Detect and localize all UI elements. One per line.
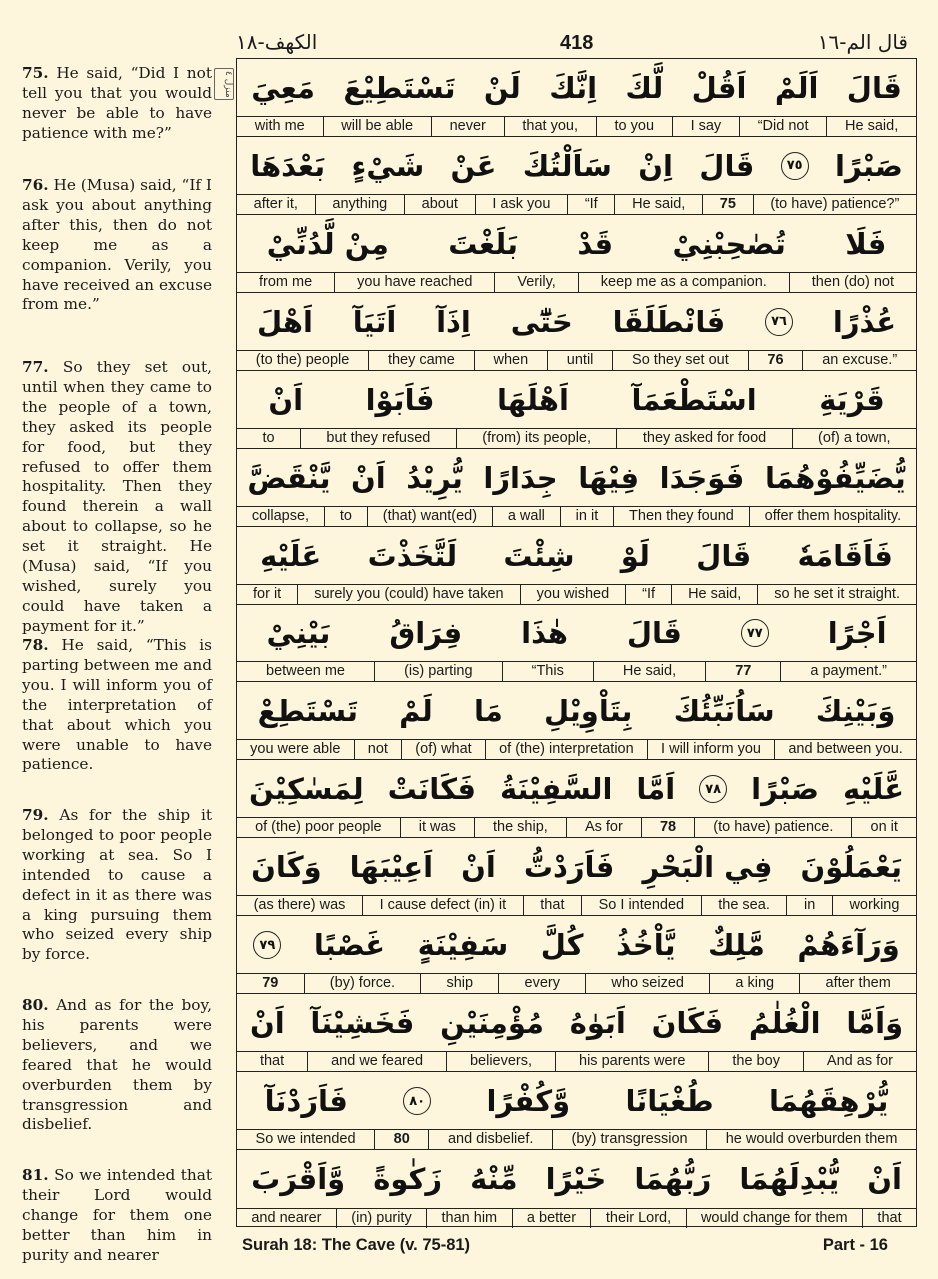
verse-translation-text: He said, “Did I not tell you that you would never be able to have patience with me?”	[22, 64, 212, 142]
word-translation-cell: you wished	[520, 585, 626, 604]
word-translation-cell: and disbelief.	[428, 1130, 552, 1149]
verse-number: 81.	[22, 1166, 49, 1184]
translation-verse	[22, 64, 212, 144]
word-translation-cell: than him	[426, 1209, 511, 1228]
grid-row	[237, 682, 916, 760]
arabic-word: لَنْ	[483, 70, 521, 105]
word-translation-cell: As for	[566, 818, 641, 837]
arabic-word: عُذْرًا	[832, 304, 897, 339]
arabic-word: قَالَ	[626, 616, 682, 651]
verse-translation-text: And as for the boy, his parents were believers, and we feared that he would overburden them by transgression and disbelief.	[22, 996, 212, 1134]
translation-cells	[237, 428, 916, 448]
word-translation-cell: (of) what	[401, 740, 485, 759]
verse-translation-text: So we intended that their Lord would change for them one better than him in purity and nearer	[22, 1166, 212, 1264]
arabic-word: وَبَيْنِكَ	[815, 694, 896, 729]
word-translation-cell: their Lord,	[590, 1209, 685, 1228]
cell-verse-number: 78	[641, 818, 694, 837]
arabic-word: لِمَسٰكِيْنَ	[249, 772, 364, 807]
ayah-number-marker: ٧٦	[765, 308, 793, 336]
word-translation-cell: about	[404, 195, 475, 214]
word-translation-cell: when	[474, 351, 547, 370]
grid-row	[237, 215, 916, 293]
word-translation-cell: He said,	[593, 662, 705, 681]
cell-verse-number: 79	[262, 975, 279, 992]
word-translation-cell: I say	[672, 117, 739, 136]
translation-verse	[22, 1166, 212, 1266]
arabic-word: جِدَارًا	[483, 460, 558, 495]
arabic-word: اَنْ	[867, 1162, 902, 1197]
translation-cells	[237, 1129, 916, 1149]
arabic-word: فَوَجَدَا	[659, 460, 745, 495]
arabic-line	[237, 682, 916, 740]
arabic-word: مَّلِكٌ	[708, 928, 765, 963]
arabic-word: يَعْمَلُوْنَ	[800, 850, 902, 885]
arabic-word: فِرَاقُ	[389, 616, 463, 651]
word-translation-cell: in it	[560, 507, 613, 526]
grid-row	[237, 371, 916, 449]
word-translation-cell: keep me as a companion.	[578, 273, 789, 292]
word-translation-cell: with me	[254, 117, 305, 134]
verse-number: 75.	[22, 64, 49, 82]
word-translation-cell: but they refused	[300, 429, 456, 448]
manzil-marker: منزل ٤	[214, 68, 234, 100]
word-translation-cell: to	[262, 429, 275, 446]
ayah-number-marker: ٧٩	[253, 931, 281, 959]
arabic-line	[237, 994, 916, 1052]
arabic-line	[237, 605, 916, 663]
juz-header-arabic: قال الم-١٦	[817, 30, 908, 54]
word-translation-cell: then (do) not	[789, 273, 916, 292]
arabic-word: سَاَلْتُكَ	[522, 148, 612, 183]
word-translation-cell: So we intended	[255, 1131, 356, 1148]
arabic-word: تُصٰحِبْنِيْ	[672, 226, 786, 261]
verse-number: 80.	[22, 996, 49, 1014]
arabic-word: الْغُلٰمُ	[748, 1006, 821, 1041]
arabic-word: لَمْ	[399, 694, 433, 729]
word-translation-cell: to you	[596, 117, 672, 136]
word-translation-cell: Then they found	[613, 507, 749, 526]
grid-row	[237, 1072, 916, 1150]
verse-number: 79.	[22, 806, 49, 824]
translation-cells	[237, 272, 916, 292]
verse-number: 77.	[22, 358, 49, 376]
word-translation-cell: from me	[258, 273, 313, 290]
arabic-line	[237, 1150, 916, 1208]
grid-row	[237, 838, 916, 916]
word-by-word-grid	[236, 58, 917, 1227]
word-translation-cell: of (the) interpretation	[485, 740, 647, 759]
arabic-word: فَكَانَ	[651, 1006, 724, 1041]
word-translation-cell: the boy	[708, 1052, 803, 1071]
arabic-word: وَكَانَ	[251, 850, 322, 885]
arabic-word: اَنْ	[249, 1006, 285, 1041]
word-translation-cell: Verily,	[494, 273, 577, 292]
word-translation-cell: in	[786, 896, 831, 915]
ayah-number-marker: ٧٨	[699, 775, 727, 803]
arabic-word: قَدْ	[577, 226, 614, 261]
word-translation-cell: not	[354, 740, 402, 759]
word-translation-cell: that	[259, 1053, 285, 1070]
arabic-word: يُّرْهِقَهُمَا	[768, 1084, 889, 1119]
word-translation-cell: (by) force.	[304, 974, 421, 993]
arabic-word: اَجْرًا	[827, 616, 887, 651]
arabic-word: السَّفِيْنَةُ	[499, 772, 613, 807]
verse-number: 78.	[22, 636, 49, 654]
arabic-word: بَعْدَهَا	[250, 148, 326, 183]
arabic-line	[237, 371, 916, 429]
arabic-word: وَّاَقْرَبَ	[251, 1162, 346, 1197]
arabic-word: اَقُلْ	[691, 70, 747, 105]
word-translation-cell: a payment.”	[780, 662, 916, 681]
arabic-word: فَانْطَلَقَا	[612, 304, 726, 339]
word-translation-cell: you were able	[250, 741, 341, 758]
word-translation-cell: that you,	[504, 117, 596, 136]
arabic-word: اَبَوٰهُ	[569, 1006, 626, 1041]
word-translation-cell: he would overburden them	[706, 1130, 916, 1149]
word-translation-cell: for it	[253, 585, 282, 602]
word-translation-cell: (from) its people,	[456, 429, 617, 448]
translation-verse	[22, 996, 212, 1135]
arabic-word: عَّلَيْهِ	[842, 772, 905, 807]
arabic-line	[237, 449, 916, 507]
arabic-word: يُّبْدِلَهُمَا	[739, 1162, 840, 1197]
grid-row	[237, 59, 916, 137]
word-translation-cell: He said,	[614, 195, 702, 214]
surah-header-arabic: الكهف-١٨	[236, 30, 318, 54]
word-translation-cell: “If	[625, 585, 671, 604]
page-number: 418	[560, 32, 594, 54]
arabic-word: تَسْتَطِيْعَ	[343, 70, 456, 105]
arabic-line	[237, 527, 916, 585]
cell-verse-number: 76	[748, 351, 803, 370]
arabic-word: صَبْرًا	[751, 772, 819, 807]
word-translation-cell: until	[547, 351, 612, 370]
arabic-word: فِي الْبَحْرِ	[642, 850, 773, 885]
arabic-word: اَهْلَهَا	[496, 382, 569, 417]
word-translation-cell: so he set it straight.	[757, 585, 916, 604]
arabic-word: اَعِيْبَهَا	[349, 850, 434, 885]
arabic-word: مِنْ لَّدُنِّيْ	[266, 226, 389, 261]
word-translation-cell: would change for them	[686, 1209, 862, 1228]
ayah-number-marker: ٧٥	[781, 152, 809, 180]
word-translation-cell: it was	[400, 818, 474, 837]
arabic-word: اِذَآ	[436, 304, 471, 339]
arabic-word: قَرْيَةِ	[819, 382, 885, 417]
word-translation-cell: an excuse.”	[802, 351, 916, 370]
arabic-word: عَنْ	[450, 148, 497, 183]
arabic-word: اَلَمْ	[774, 70, 819, 105]
arabic-word: اَتَيَآ	[352, 304, 397, 339]
arabic-word: طُغْيَانًا	[625, 1084, 714, 1119]
arabic-word: تَسْتَطِعْ	[257, 694, 358, 729]
word-translation-cell: on it	[851, 818, 916, 837]
translation-cells	[237, 194, 916, 214]
word-translation-cell: that	[523, 896, 581, 915]
verse-translation-text: So they set out, until when they came to the people of a town, they asked its people for food, but they refused to offer them hospitality. Then they found therein a wall about to collapse, so he set it straight. He (Musa) said, “If you wished, surely you could have taken a payment for it.”	[22, 358, 212, 635]
cell-verse-number: 80	[374, 1130, 428, 1149]
translation-verse	[22, 636, 212, 775]
word-translation-cell: and we feared	[307, 1052, 446, 1071]
word-translation-cell: I cause defect (in) it	[362, 896, 523, 915]
arabic-word: يَّاْخُذُ	[616, 928, 676, 963]
translation-cells	[237, 584, 916, 604]
word-translation-cell: (to have) patience?”	[753, 195, 916, 214]
word-translation-cell: and nearer	[251, 1209, 322, 1226]
arabic-word: وَاَمَّا	[846, 1006, 904, 1041]
word-translation-cell: collapse,	[251, 507, 310, 524]
translation-cells	[237, 1208, 916, 1228]
word-translation-cell: that	[862, 1209, 916, 1228]
word-translation-cell: So I intended	[581, 896, 701, 915]
word-translation-cell: anything	[315, 195, 404, 214]
arabic-word: اِنْ	[638, 148, 673, 183]
word-translation-cell: working	[832, 896, 916, 915]
arabic-line	[237, 59, 916, 117]
word-translation-cell: (of) a town,	[792, 429, 916, 448]
word-translation-cell: a king	[709, 974, 799, 993]
arabic-word: يَّنْقَضَّ	[247, 460, 331, 495]
arabic-word: شَيْءٍ	[351, 148, 425, 183]
verse-number: 76.	[22, 176, 49, 194]
word-translation-cell: surely you (could) have taken	[297, 585, 519, 604]
translation-cells	[237, 506, 916, 526]
word-translation-cell: and between you.	[774, 740, 916, 759]
word-translation-cell: “Did not	[739, 117, 826, 136]
grid-row	[237, 293, 916, 371]
translation-cells	[237, 661, 916, 681]
arabic-word: فَاَرَدْتُّ	[523, 850, 615, 885]
word-translation-cell: offer them hospitality.	[749, 507, 916, 526]
arabic-word: خَيْرًا	[545, 1162, 607, 1197]
ayah-number-marker: ٨٠	[403, 1087, 431, 1115]
arabic-word: بَلَغْتَ	[448, 226, 518, 261]
arabic-word: اَنْ	[268, 382, 304, 417]
arabic-word: وَّكُفْرًا	[486, 1084, 571, 1119]
word-translation-cell: “If	[567, 195, 614, 214]
arabic-word: مَعِيَ	[251, 70, 315, 105]
word-translation-cell: every	[498, 974, 585, 993]
arabic-word: فِيْهَا	[578, 460, 640, 495]
word-translation-cell: “This	[502, 662, 593, 681]
word-translation-cell: they came	[368, 351, 474, 370]
word-translation-cell: a better	[512, 1209, 591, 1228]
grid-row	[237, 1150, 916, 1228]
arabic-word: فَاَقَامَهٗ	[797, 538, 893, 573]
arabic-word: رَبُّهُمَا	[634, 1162, 712, 1197]
arabic-word: اِنَّكَ	[549, 70, 598, 105]
translation-cells	[237, 973, 916, 993]
arabic-word: بَيْنِيْ	[266, 616, 331, 651]
grid-row	[237, 916, 916, 994]
arabic-word: اَنْ	[351, 460, 386, 495]
arabic-word: اَمَّا	[636, 772, 676, 807]
word-translation-cell: (that) want(ed)	[367, 507, 492, 526]
word-translation-cell: will be able	[323, 117, 431, 136]
arabic-word: اَهْلَ	[256, 304, 313, 339]
word-translation-cell: I ask you	[475, 195, 567, 214]
arabic-word: مُؤْمِنَيْنِ	[440, 1006, 544, 1041]
arabic-word: فَكَانَتْ	[387, 772, 476, 807]
arabic-line	[237, 916, 916, 974]
verse-translation-text: As for the ship it belonged to poor people working at sea. So I intended to cause a defect in it as there was a king pursuing them who seized every ship by force.	[22, 806, 212, 964]
arabic-word: لَّكَ	[625, 70, 664, 105]
translation-verse	[22, 806, 212, 965]
arabic-line	[237, 137, 916, 195]
grid-row	[237, 527, 916, 605]
word-translation-cell: And as for	[803, 1052, 916, 1071]
word-translation-cell: believers,	[446, 1052, 555, 1071]
translation-cells	[237, 739, 916, 759]
arabic-line	[237, 1072, 916, 1130]
translation-cells	[237, 1051, 916, 1071]
arabic-word: هٰذَا	[521, 616, 568, 651]
arabic-word: اسْتَطْعَمَآ	[631, 382, 757, 417]
word-translation-cell: of (the) poor people	[255, 819, 382, 836]
word-translation-cell: the ship,	[474, 818, 566, 837]
arabic-line	[237, 760, 916, 818]
arabic-word: قَالَ	[846, 70, 902, 105]
arabic-word: سَفِيْنَةٍ	[417, 928, 509, 963]
word-translation-cell: (is) parting	[374, 662, 502, 681]
arabic-word: لَوْ	[620, 538, 650, 573]
footer-part-label: Part - 16	[822, 1236, 888, 1254]
ayah-number-marker: ٧٧	[741, 619, 769, 647]
arabic-word: اَنْ	[461, 850, 496, 885]
word-translation-cell: never	[431, 117, 504, 136]
word-translation-cell: He said,	[671, 585, 757, 604]
cell-verse-number: 75	[702, 195, 753, 214]
arabic-line	[237, 838, 916, 896]
arabic-word: فَلَا	[845, 226, 887, 261]
arabic-word: يُّضَيِّفُوْهُمَا	[764, 460, 906, 495]
word-translation-cell: He said,	[826, 117, 916, 136]
word-translation-cell: a wall	[492, 507, 560, 526]
arabic-word: فَاَرَدْنَآ	[264, 1084, 348, 1119]
translation-cells	[237, 817, 916, 837]
word-translation-cell: (in) purity	[336, 1209, 426, 1228]
word-translation-cell: his parents were	[555, 1052, 708, 1071]
arabic-word: قَالَ	[699, 148, 755, 183]
translation-cells	[237, 350, 916, 370]
footer-surah-label: Surah 18: The Cave (v. 75-81)	[242, 1236, 471, 1254]
grid-row	[237, 605, 916, 683]
word-translation-cell: (to the) people	[255, 351, 350, 368]
arabic-line	[237, 293, 916, 351]
translation-verse	[22, 176, 212, 315]
word-translation-cell: they asked for food	[616, 429, 791, 448]
arabic-word: صَبْرًا	[835, 148, 903, 183]
arabic-word: حَتّٰٓى	[510, 304, 573, 339]
word-translation-cell: the sea.	[701, 896, 787, 915]
verse-translation-text: He said, “This is parting between me and you. I will inform you of the interpretation of that about which you were unable to have patience.	[22, 636, 212, 774]
arabic-word: فَاَبَوْا	[365, 382, 435, 417]
word-translation-cell: you have reached	[334, 273, 494, 292]
arabic-word: مِّنْهُ	[470, 1162, 518, 1197]
word-translation-cell: (as there) was	[253, 897, 346, 914]
arabic-word: عَلَيْهِ	[260, 538, 322, 573]
arabic-word: كُلَّ	[540, 928, 584, 963]
arabic-line	[237, 215, 916, 273]
grid-row	[237, 760, 916, 838]
cell-verse-number: 77	[705, 662, 780, 681]
word-translation-cell: after it,	[253, 195, 298, 212]
arabic-word: زَكٰوةً	[373, 1162, 443, 1197]
verse-translation-text: He (Musa) said, “If I ask you about anything after this, then do not keep me as a companion. Verily, you have received an excuse from me.”	[22, 176, 212, 314]
word-translation-cell: So they set out	[612, 351, 747, 370]
translation-verse	[22, 358, 212, 637]
arabic-word: لَتَّخَذْتَ	[367, 538, 458, 573]
word-translation-cell: (by) transgression	[552, 1130, 706, 1149]
arabic-word: قَالَ	[696, 538, 752, 573]
arabic-word: وَرَآءَهُمْ	[797, 928, 900, 963]
arabic-word: غَصْبًا	[313, 928, 386, 963]
arabic-word: بِتَاْوِيْلِ	[544, 694, 633, 729]
arabic-word: مَا	[473, 694, 503, 729]
grid-row	[237, 994, 916, 1072]
word-translation-cell: to	[324, 507, 367, 526]
grid-row	[237, 449, 916, 527]
translation-cells	[237, 116, 916, 136]
translation-cells	[237, 895, 916, 915]
word-translation-cell: who seized	[585, 974, 709, 993]
word-translation-cell: ship	[420, 974, 498, 993]
grid-row	[237, 137, 916, 215]
arabic-word: سَاُنَبِّئُكَ	[673, 694, 775, 729]
arabic-word: شِئْتَ	[503, 538, 575, 573]
word-translation-cell: after them	[799, 974, 916, 993]
word-translation-cell: (to have) patience.	[694, 818, 851, 837]
word-translation-cell: between me	[266, 663, 345, 680]
word-translation-cell: I will inform you	[647, 740, 774, 759]
arabic-word: يُّرِيْدُ	[406, 460, 463, 495]
arabic-word: فَخَشِيْنَآ	[310, 1006, 415, 1041]
